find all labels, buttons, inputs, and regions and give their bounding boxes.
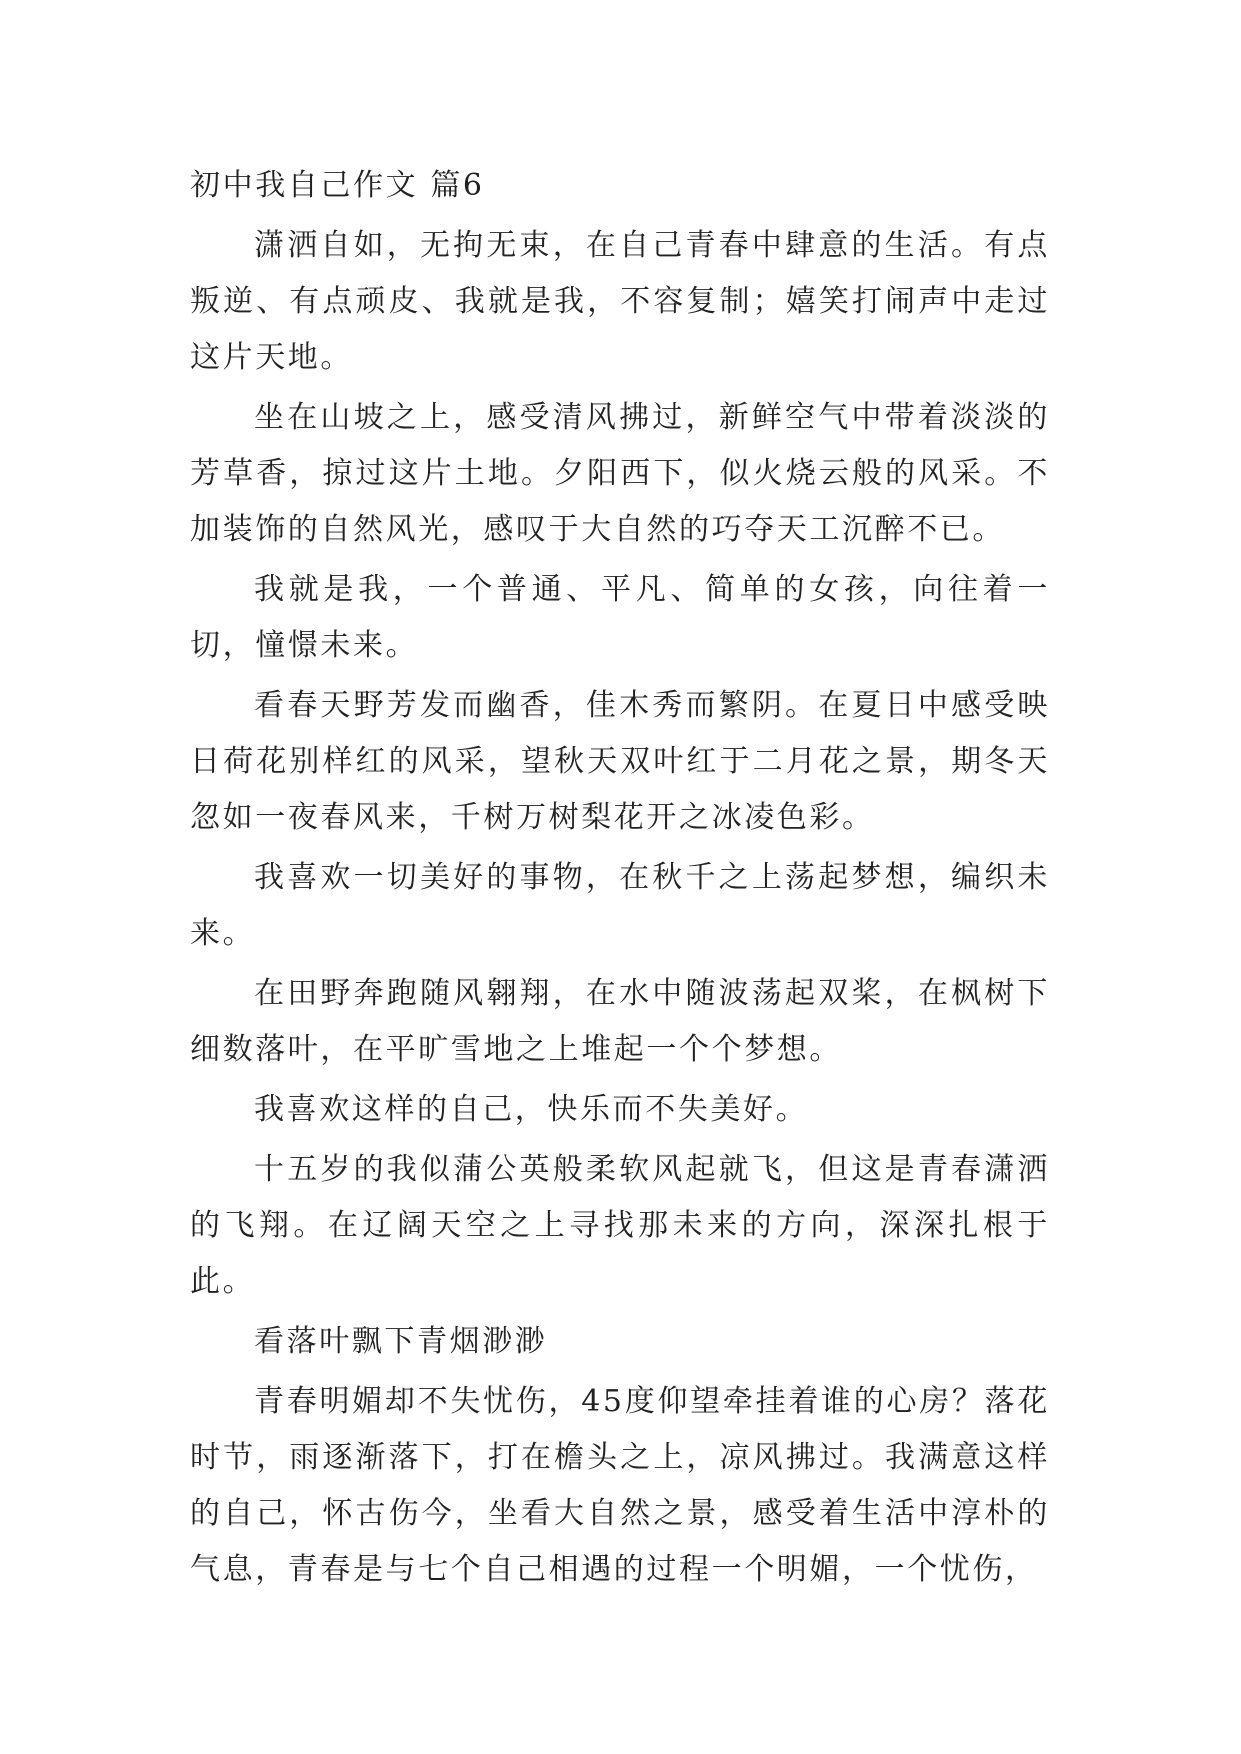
paragraph: 看落叶飘下青烟渺渺 bbox=[254, 1324, 548, 1359]
paragraph: 青春明媚却不失忧伤，45度仰望牵挂着谁的心房？落花时节，雨逐渐落下，打在檐头之上，凉风拂过。我满意这样的自己，怀古伤今，坐看大自然之景，感受着生活中淳朴的气息，青春是与七个自己相遇的过程一个明媚，一个忧伤， bbox=[190, 1384, 1050, 1587]
paragraph: 十五岁的我似蒲公英般柔软风起就飞，但这是青春潇洒的飞翔。在辽阔天空之上寻找那未来的方向，深深扎根于此。 bbox=[190, 1152, 1050, 1299]
paragraph: 我喜欢一切美好的事物，在秋千之上荡起梦想，编织未来。 bbox=[190, 860, 1050, 951]
paragraph: 在田野奔跑随风翱翔，在水中随波荡起双桨，在枫树下细数落叶，在平旷雪地之上堆起一个个梦想。 bbox=[190, 976, 1050, 1067]
paragraph: 看春天野芳发而幽香，佳木秀而繁阴。在夏日中感受映日荷花别样红的风采，望秋天双叶红于二月花之景，期冬天忽如一夜春风来，千树万树梨花开之冰凌色彩。 bbox=[190, 688, 1050, 835]
paragraph: 我喜欢这样的自己，快乐而不失美好。 bbox=[254, 1092, 809, 1127]
paragraph: 潇洒自如，无拘无束，在自己青春中肆意的生活。有点叛逆、有点顽皮、我就是我，不容复制；嬉笑打闹声中走过这片天地。 bbox=[190, 228, 1050, 375]
paragraph: 我就是我，一个普通、平凡、简单的女孩，向往着一切，憧憬未来。 bbox=[190, 572, 1050, 663]
paragraph: 坐在山坡之上，感受清风拂过，新鲜空气中带着淡淡的芳草香，掠过这片土地。夕阳西下，似火烧云般的风采。不加装饰的自然风光，感叹于大自然的巧夺天工沉醉不已。 bbox=[190, 400, 1050, 547]
essay-body bbox=[190, 158, 1050, 1602]
essay-title: 初中我自己作文 篇6 bbox=[190, 168, 485, 203]
